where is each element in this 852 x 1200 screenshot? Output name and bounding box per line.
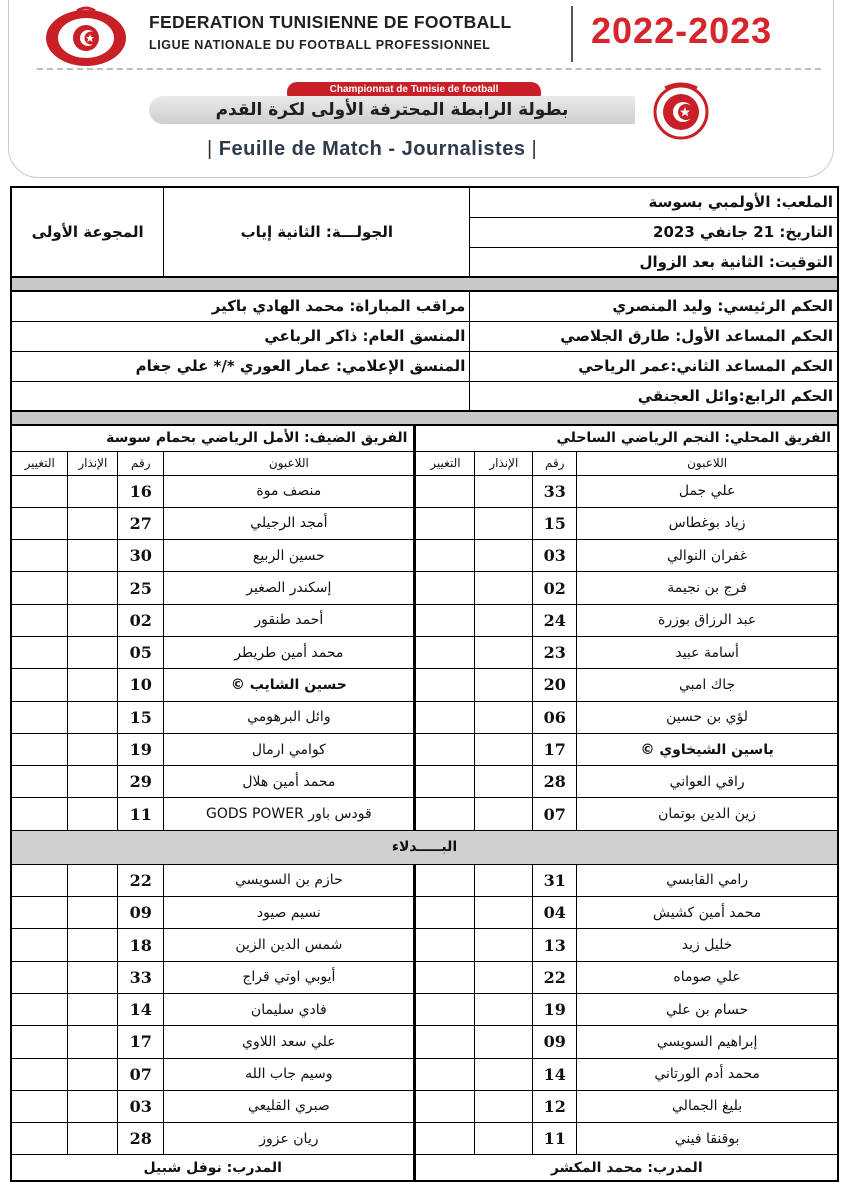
substitute-row bbox=[11, 1058, 838, 1090]
away-warning-cell bbox=[68, 798, 118, 830]
away-warning-cell bbox=[68, 1026, 118, 1058]
home-warning-cell bbox=[475, 864, 533, 896]
away-players-header: اللاعبون bbox=[164, 451, 415, 475]
home-player-number: 24 bbox=[533, 604, 577, 636]
home-player-name: محمد أدم الورتاني bbox=[577, 1058, 838, 1090]
home-change-cell bbox=[415, 507, 475, 539]
sheet-header bbox=[8, 0, 834, 178]
home-player-name: جاك امبي bbox=[577, 669, 838, 701]
sheet-title bbox=[207, 138, 537, 161]
home-warning-cell bbox=[475, 1058, 533, 1090]
substitute-row bbox=[11, 929, 838, 961]
away-player-name: منصف موة bbox=[164, 475, 415, 507]
home-player-name: علي جمل bbox=[577, 475, 838, 507]
away-warning-cell bbox=[68, 475, 118, 507]
away-change-cell bbox=[11, 733, 68, 765]
general-coordinator-cell: المنسق العام: ذاكر الرباعي bbox=[11, 321, 470, 351]
stadium-cell: الملعب: الأولمبي بسوسة bbox=[470, 187, 838, 217]
substitutes-title: البـــــدلاء bbox=[11, 830, 838, 864]
empty-cell bbox=[11, 381, 470, 411]
coaches-row bbox=[11, 1155, 838, 1181]
home-player-name: أسامة عبيد bbox=[577, 636, 838, 668]
championship-banner-fr: Championnat de Tunisie de football bbox=[287, 82, 541, 98]
away-player-name: وسيم جاب الله bbox=[164, 1058, 415, 1090]
title-bar-right: | bbox=[531, 138, 538, 160]
home-player-number: 12 bbox=[533, 1090, 577, 1122]
federation-name: FEDERATION TUNISIENNE DE FOOTBALL bbox=[149, 12, 512, 32]
home-player-name: بليغ الجمالي bbox=[577, 1090, 838, 1122]
ftf-logo-icon bbox=[43, 6, 129, 68]
starter-row bbox=[11, 766, 838, 798]
away-player-number: 28 bbox=[118, 1123, 164, 1155]
substitute-row bbox=[11, 864, 838, 896]
starter-row bbox=[11, 669, 838, 701]
home-player-name: إبراهيم السويسي bbox=[577, 1026, 838, 1058]
away-warning-cell bbox=[68, 993, 118, 1025]
home-player-number: 23 bbox=[533, 636, 577, 668]
away-player-number: 16 bbox=[118, 475, 164, 507]
away-player-number: 03 bbox=[118, 1090, 164, 1122]
dashed-divider bbox=[37, 68, 821, 70]
away-player-number: 10 bbox=[118, 669, 164, 701]
home-change-cell bbox=[415, 798, 475, 830]
home-warning-cell bbox=[475, 701, 533, 733]
home-warning-cell bbox=[475, 604, 533, 636]
home-player-number: 09 bbox=[533, 1026, 577, 1058]
away-player-name: ريان عزوز bbox=[164, 1123, 415, 1155]
home-warning-cell bbox=[475, 733, 533, 765]
starter-row bbox=[11, 604, 838, 636]
home-player-number: 11 bbox=[533, 1123, 577, 1155]
home-warning-header: الإنذار bbox=[475, 451, 533, 475]
away-player-number: 22 bbox=[118, 864, 164, 896]
away-change-cell bbox=[11, 1058, 68, 1090]
home-player-number: 31 bbox=[533, 864, 577, 896]
home-coach: المدرب: محمد المكشر bbox=[415, 1155, 838, 1181]
media-coordinator-cell: المنسق الإعلامي: عمار العوري */* علي جغام bbox=[11, 351, 470, 381]
title-bar-left: | bbox=[207, 138, 213, 160]
home-player-number: 14 bbox=[533, 1058, 577, 1090]
home-player-name: خليل زيد bbox=[577, 929, 838, 961]
home-warning-cell bbox=[475, 507, 533, 539]
away-player-name: وائل البرهومي bbox=[164, 701, 415, 733]
away-warning-cell bbox=[68, 864, 118, 896]
away-warning-cell bbox=[68, 540, 118, 572]
away-change-cell bbox=[11, 961, 68, 993]
home-player-name: عبد الرزاق بوزرة bbox=[577, 604, 838, 636]
away-change-cell bbox=[11, 604, 68, 636]
away-change-cell bbox=[11, 1026, 68, 1058]
section-gap bbox=[10, 278, 839, 290]
away-warning-cell bbox=[68, 897, 118, 929]
away-warning-cell bbox=[68, 572, 118, 604]
away-player-number: 33 bbox=[118, 961, 164, 993]
starter-row bbox=[11, 798, 838, 830]
home-warning-cell bbox=[475, 669, 533, 701]
away-change-cell bbox=[11, 1090, 68, 1122]
away-change-cell bbox=[11, 636, 68, 668]
away-number-header: رقم bbox=[118, 451, 164, 475]
home-players-header: اللاعبون bbox=[577, 451, 838, 475]
sheet-title-text: Feuille de Match - Journalistes bbox=[218, 138, 526, 160]
away-player-number: 09 bbox=[118, 897, 164, 929]
round-cell: الجولـــة: الثانية إياب bbox=[164, 187, 470, 277]
home-change-header: التغيير bbox=[415, 451, 475, 475]
home-change-cell bbox=[415, 475, 475, 507]
home-change-cell bbox=[415, 1058, 475, 1090]
home-player-number: 03 bbox=[533, 540, 577, 572]
away-warning-cell bbox=[68, 766, 118, 798]
away-player-name: محمد أمين هلال bbox=[164, 766, 415, 798]
home-player-name: بوقنقا فيني bbox=[577, 1123, 838, 1155]
substitute-row bbox=[11, 1090, 838, 1122]
away-warning-cell bbox=[68, 1058, 118, 1090]
home-warning-cell bbox=[475, 540, 533, 572]
away-player-number: 17 bbox=[118, 1026, 164, 1058]
home-change-cell bbox=[415, 636, 475, 668]
away-player-number: 19 bbox=[118, 733, 164, 765]
away-player-number: 25 bbox=[118, 572, 164, 604]
away-coach: المدرب: نوفل شبيل bbox=[11, 1155, 415, 1181]
fourth-official-cell: الحكم الرابع:وائل العجنقي bbox=[470, 381, 838, 411]
home-player-name: زياد بوغطاس bbox=[577, 507, 838, 539]
home-warning-cell bbox=[475, 636, 533, 668]
away-player-name: علي سعد اللاوي bbox=[164, 1026, 415, 1058]
home-warning-cell bbox=[475, 475, 533, 507]
away-warning-cell bbox=[68, 701, 118, 733]
away-change-cell bbox=[11, 1123, 68, 1155]
home-player-name: ياسين الشيخاوي © bbox=[577, 733, 838, 765]
home-player-number: 07 bbox=[533, 798, 577, 830]
home-player-name: زين الدين بوتمان bbox=[577, 798, 838, 830]
away-warning-header: الإنذار bbox=[68, 451, 118, 475]
home-warning-cell bbox=[475, 798, 533, 830]
away-warning-cell bbox=[68, 669, 118, 701]
home-player-name: رامي القابسي bbox=[577, 864, 838, 896]
group-cell: المجوعة الأولى bbox=[11, 187, 164, 277]
substitute-row bbox=[11, 993, 838, 1025]
home-warning-cell bbox=[475, 1090, 533, 1122]
away-player-name: صبري القليعي bbox=[164, 1090, 415, 1122]
starter-row bbox=[11, 507, 838, 539]
away-player-number: 02 bbox=[118, 604, 164, 636]
away-warning-cell bbox=[68, 733, 118, 765]
starter-row bbox=[11, 636, 838, 668]
observer-cell: مراقب المباراة: محمد الهادي باكير bbox=[11, 291, 470, 321]
away-player-number: 07 bbox=[118, 1058, 164, 1090]
away-change-cell bbox=[11, 929, 68, 961]
away-player-number: 11 bbox=[118, 798, 164, 830]
home-player-number: 17 bbox=[533, 733, 577, 765]
away-player-number: 05 bbox=[118, 636, 164, 668]
away-warning-cell bbox=[68, 636, 118, 668]
home-player-number: 20 bbox=[533, 669, 577, 701]
home-change-cell bbox=[415, 929, 475, 961]
away-player-name: حسين الربيع bbox=[164, 540, 415, 572]
away-player-name: حسين الشايب © bbox=[164, 669, 415, 701]
league-logo-icon bbox=[645, 80, 717, 140]
home-warning-cell bbox=[475, 929, 533, 961]
away-player-number: 15 bbox=[118, 701, 164, 733]
home-warning-cell bbox=[475, 897, 533, 929]
assistant1-cell: الحكم المساعد الأول: طارق الجلاصي bbox=[470, 321, 838, 351]
home-change-cell bbox=[415, 864, 475, 896]
home-change-cell bbox=[415, 897, 475, 929]
home-warning-cell bbox=[475, 572, 533, 604]
home-change-cell bbox=[415, 540, 475, 572]
home-change-cell bbox=[415, 1123, 475, 1155]
starter-row bbox=[11, 540, 838, 572]
away-player-name: قودس باور GODS POWER bbox=[164, 798, 415, 830]
away-player-number: 30 bbox=[118, 540, 164, 572]
away-change-cell bbox=[11, 798, 68, 830]
home-player-name: غفران النوالي bbox=[577, 540, 838, 572]
home-change-cell bbox=[415, 766, 475, 798]
section-gap bbox=[10, 412, 839, 424]
away-player-name: فادي سليمان bbox=[164, 993, 415, 1025]
away-change-cell bbox=[11, 897, 68, 929]
away-player-name: أمجد الرجيلي bbox=[164, 507, 415, 539]
away-warning-cell bbox=[68, 929, 118, 961]
home-player-number: 15 bbox=[533, 507, 577, 539]
substitutes-header-row bbox=[11, 830, 838, 864]
home-change-cell bbox=[415, 961, 475, 993]
home-player-name: لؤي بن حسين bbox=[577, 701, 838, 733]
away-player-name: نسيم صيود bbox=[164, 897, 415, 929]
away-player-name: شمس الدين الزين bbox=[164, 929, 415, 961]
away-warning-cell bbox=[68, 1090, 118, 1122]
away-change-cell bbox=[11, 507, 68, 539]
home-player-number: 28 bbox=[533, 766, 577, 798]
starter-row bbox=[11, 572, 838, 604]
away-player-number: 14 bbox=[118, 993, 164, 1025]
home-player-number: 13 bbox=[533, 929, 577, 961]
match-info-table bbox=[10, 186, 839, 278]
time-cell: التوقيت: الثانية بعد الزوال bbox=[470, 247, 838, 277]
home-warning-cell bbox=[475, 961, 533, 993]
home-change-cell bbox=[415, 572, 475, 604]
home-warning-cell bbox=[475, 993, 533, 1025]
substitute-row bbox=[11, 897, 838, 929]
away-change-cell bbox=[11, 864, 68, 896]
away-warning-cell bbox=[68, 1123, 118, 1155]
home-player-number: 06 bbox=[533, 701, 577, 733]
home-warning-cell bbox=[475, 766, 533, 798]
referee-cell: الحكم الرئيسي: وليد المنصري bbox=[470, 291, 838, 321]
home-change-cell bbox=[415, 733, 475, 765]
home-player-name: راقي العواني bbox=[577, 766, 838, 798]
substitute-row bbox=[11, 1123, 838, 1155]
away-player-name: أيوبي اوتي قراج bbox=[164, 961, 415, 993]
away-player-number: 27 bbox=[118, 507, 164, 539]
starter-row bbox=[11, 475, 838, 507]
home-number-header: رقم bbox=[533, 451, 577, 475]
away-warning-cell bbox=[68, 604, 118, 636]
substitute-row bbox=[11, 961, 838, 993]
away-change-cell bbox=[11, 993, 68, 1025]
date-cell: التاريخ: 21 جانفي 2023 bbox=[470, 217, 838, 247]
season-label: 2022-2023 bbox=[591, 10, 773, 51]
away-change-cell bbox=[11, 669, 68, 701]
away-player-number: 18 bbox=[118, 929, 164, 961]
home-player-name: محمد أمين كشيش bbox=[577, 897, 838, 929]
home-warning-cell bbox=[475, 1123, 533, 1155]
home-player-number: 33 bbox=[533, 475, 577, 507]
officials-table bbox=[10, 290, 839, 412]
away-change-header: التغيير bbox=[11, 451, 68, 475]
home-change-cell bbox=[415, 701, 475, 733]
substitute-row bbox=[11, 1026, 838, 1058]
home-player-name: فرج بن نجيمة bbox=[577, 572, 838, 604]
away-player-name: حازم بن السويسي bbox=[164, 864, 415, 896]
starter-row bbox=[11, 733, 838, 765]
home-change-cell bbox=[415, 604, 475, 636]
home-team-title: الفريق المحلي: النجم الرياضي الساحلي bbox=[415, 425, 838, 451]
away-change-cell bbox=[11, 766, 68, 798]
away-change-cell bbox=[11, 540, 68, 572]
starter-row bbox=[11, 701, 838, 733]
away-player-name: أحمد طنقور bbox=[164, 604, 415, 636]
away-change-cell bbox=[11, 701, 68, 733]
home-player-number: 02 bbox=[533, 572, 577, 604]
away-warning-cell bbox=[68, 507, 118, 539]
championship-banner-ar: بطولة الرابطة المحترفة الأولى لكرة القدم bbox=[149, 96, 635, 124]
header-divider bbox=[571, 6, 573, 62]
away-player-number: 29 bbox=[118, 766, 164, 798]
home-change-cell bbox=[415, 669, 475, 701]
players-table bbox=[10, 424, 839, 1182]
assistant2-cell: الحكم المساعد الثاني:عمر الرياحي bbox=[470, 351, 838, 381]
away-warning-cell bbox=[68, 961, 118, 993]
home-change-cell bbox=[415, 1090, 475, 1122]
away-player-name: إسكندر الصغير bbox=[164, 572, 415, 604]
home-player-number: 04 bbox=[533, 897, 577, 929]
home-player-number: 22 bbox=[533, 961, 577, 993]
away-change-cell bbox=[11, 475, 68, 507]
away-player-name: كوامي ارمال bbox=[164, 733, 415, 765]
home-warning-cell bbox=[475, 1026, 533, 1058]
away-change-cell bbox=[11, 572, 68, 604]
away-player-name: محمد أمين طريطر bbox=[164, 636, 415, 668]
home-player-name: علي صوماه bbox=[577, 961, 838, 993]
home-player-number: 19 bbox=[533, 993, 577, 1025]
ligue-name: LIGUE NATIONALE DU FOOTBALL PROFESSIONNEL bbox=[149, 38, 491, 52]
away-team-title: الفريق الضيف: الأمل الرياضي بحمام سوسة bbox=[11, 425, 415, 451]
home-change-cell bbox=[415, 1026, 475, 1058]
home-change-cell bbox=[415, 993, 475, 1025]
match-sheet bbox=[10, 186, 839, 1182]
home-player-name: حسام بن علي bbox=[577, 993, 838, 1025]
